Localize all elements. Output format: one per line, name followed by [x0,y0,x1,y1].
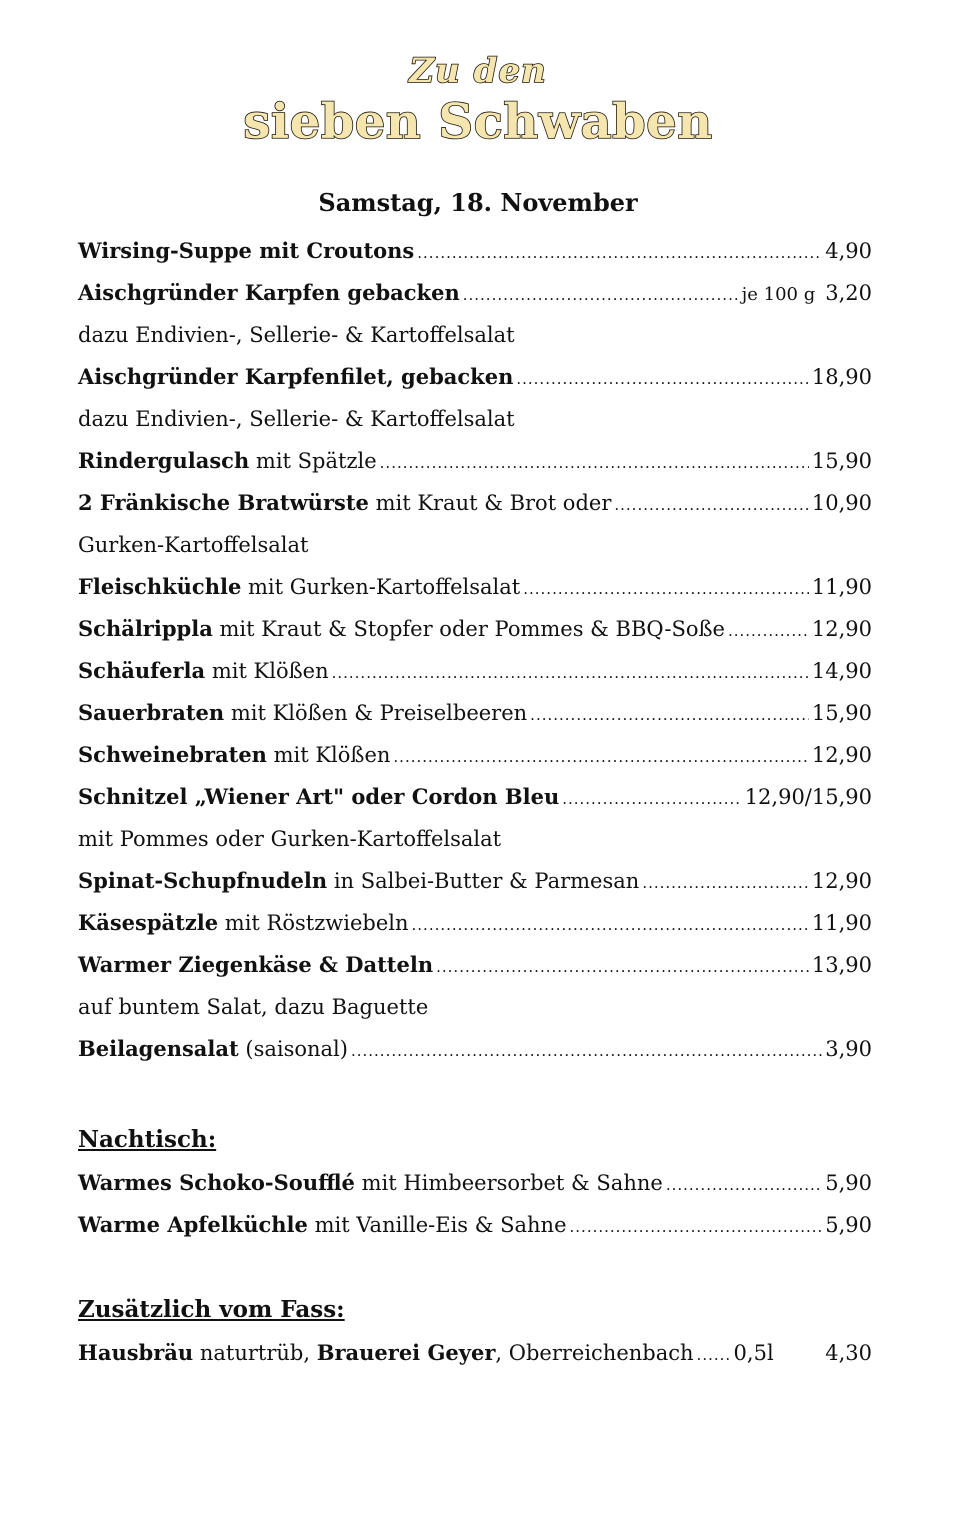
dot-leader [614,484,809,526]
item-name-bold: Warmer Ziegenkäse & Datteln [78,952,434,977]
item-desc: mit Spätzle [249,449,377,473]
menu-item [78,902,872,944]
item-price: 5,90 [825,1171,872,1195]
item-name [78,440,377,482]
menu-item [78,272,872,314]
dot-leader [530,694,809,736]
item-desc: naturtrüb, [193,1341,317,1365]
item-name [78,1332,694,1374]
item-price: 15,90 [811,701,872,725]
dot-leader [393,736,808,778]
item-name-bold: Warme Apfelküchle [78,1212,308,1237]
item-name [78,650,329,692]
dot-leader [642,862,809,904]
item-price: 4,90 [825,239,872,263]
item-name [78,734,390,776]
item-name-bold: Aischgründer Karpfen gebacken [78,280,460,305]
item-price: 5,90 [825,1213,872,1237]
restaurant-logo [0,48,956,158]
item-price: 3,20 [825,281,872,305]
item-name [78,272,460,314]
item-subline: dazu Endivien-, Sellerie- & Kartoffelsalat [78,323,515,347]
item-name-bold: Rindergulasch [78,448,250,473]
item-price: 11,90 [811,575,872,599]
item-price: 12,90/15,90 [744,785,872,809]
item-name [78,608,725,650]
item-name-bold: Beilagensalat [78,1036,239,1061]
dot-leader [523,568,809,610]
item-desc: mit Klößen [266,743,391,767]
item-desc: mit Röstzwiebeln [218,911,409,935]
menu-item [78,650,872,692]
item-name-bold: Fleischküchle [78,574,242,599]
item-name-bold: Wirsing-Suppe mit Croutons [78,238,415,263]
dot-leader [436,946,809,988]
brewery-location: , Oberreichenbach [495,1341,694,1365]
item-name [78,566,520,608]
item-name-bold: Sauerbraten [78,700,225,725]
item-subline: Gurken-Kartoffelsalat [78,533,309,557]
menu-item [78,1204,872,1246]
item-price: 12,90 [811,617,872,641]
item-desc: mit Himbeersorbet & Sahne [354,1171,663,1195]
item-price: 4,30 [825,1341,872,1365]
menu-item [78,1162,872,1204]
menu-list [78,230,872,1374]
menu-item [78,608,872,650]
item-price: 10,90 [811,491,872,515]
item-name [78,230,414,272]
menu-item [78,230,872,272]
item-subline: dazu Endivien-, Sellerie- & Kartoffelsalat [78,407,515,431]
dessert-items [78,1162,872,1246]
dot-leader [516,358,809,400]
dot-leader [666,1164,822,1206]
item-name-bold: Schälrippla [78,616,213,641]
item-name [78,1204,567,1246]
item-name-bold: Schweinebraten [78,742,267,767]
dot-leader [562,778,741,820]
logo-graphic [198,48,758,158]
item-desc: mit Vanille-Eis & Sahne [307,1213,567,1237]
logo-line-1: Zu den [409,51,547,91]
item-price: 12,90 [811,743,872,767]
item-price: 11,90 [811,911,872,935]
dot-leader [417,232,822,274]
item-name-bold: Aischgründer Karpfenfilet, gebacken [78,364,514,389]
menu-item [78,776,872,818]
item-name [78,1028,348,1070]
item-price: 13,90 [811,953,872,977]
item-name [78,776,559,818]
item-name-bold: Hausbräu [78,1340,194,1365]
item-price: 12,90 [811,869,872,893]
item-desc: mit Gurken-Kartoffelsalat [241,575,521,599]
item-name [78,902,409,944]
menu-item [78,482,872,524]
item-name-bold: Schäuferla [78,658,206,683]
item-name [78,860,639,902]
menu-item [78,692,872,734]
dot-leader [351,1030,822,1072]
item-unit: je 100 g [741,284,816,305]
item-name [78,356,513,398]
menu-item [78,860,872,902]
item-price: 3,90 [825,1037,872,1061]
menu-item [78,1028,872,1070]
item-name-bold: 2 Fränkische Bratwürste [78,490,369,515]
item-desc: in Salbei-Butter & Parmesan [327,869,640,893]
item-desc: (saisonal) [238,1037,348,1061]
item-name-bold: Spinat-Schupfnudeln [78,868,328,893]
menu-item [78,1332,872,1374]
item-name [78,482,611,524]
item-price: 18,90 [811,365,872,389]
menu-date: Samstag, 18. November [318,188,638,217]
item-name [78,692,527,734]
menu-item [78,734,872,776]
item-desc: mit Kraut & Stopfer oder Pommes & BBQ-Soße [212,617,725,641]
menu-item [78,566,872,608]
brewery-name: Brauerei Geyer [316,1340,496,1365]
dot-leader [332,652,809,694]
dot-leader [697,1334,731,1376]
item-desc: mit Klößen & Preiselbeeren [224,701,528,725]
item-desc: mit Klößen [205,659,329,683]
dot-leader [570,1206,823,1248]
item-desc: mit Kraut & Brot oder [368,491,612,515]
dot-leader [728,610,809,652]
tap-heading: Zusätzlich vom Fass: [78,1296,345,1323]
item-name-bold: Warmes Schoko-Soufflé [78,1170,355,1195]
item-name-bold: Käsespätzle [78,910,219,935]
item-name [78,944,433,986]
logo-line-2: sieben Schwaben [243,94,713,150]
menu-item [78,944,872,986]
dot-leader [380,442,809,484]
item-price: 14,90 [811,659,872,683]
item-name-bold: Schnitzel „Wiener Art" oder Cordon Bleu [78,784,560,809]
dot-leader [412,904,809,946]
item-price: 15,90 [811,449,872,473]
item-subline: auf buntem Salat, dazu Baguette [78,995,429,1019]
item-unit: 0,5l [733,1341,774,1365]
dessert-heading: Nachtisch: [78,1126,217,1153]
menu-item [78,356,872,398]
menu-item [78,440,872,482]
item-subline: mit Pommes oder Gurken-Kartoffelsalat [78,827,502,851]
main-items [78,230,872,1070]
item-name [78,1162,663,1204]
dot-leader [463,274,739,316]
